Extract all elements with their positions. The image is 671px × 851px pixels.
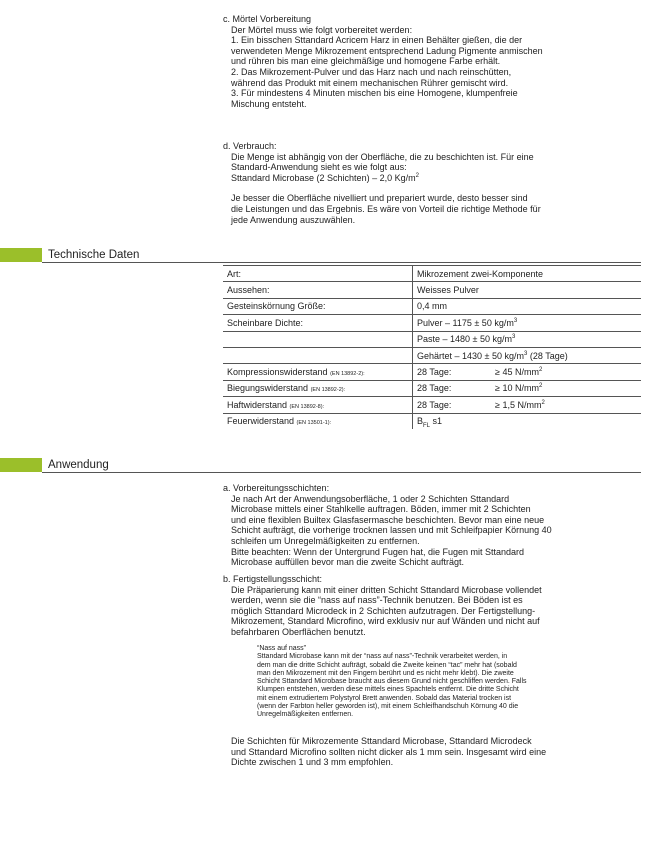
table-label: Biegungswiderstand (EN 13892-2): xyxy=(223,380,413,396)
table-label: Scheinbare Dichte: xyxy=(223,315,413,331)
table-label: Haftwiderstand (EN 13892-8): xyxy=(223,397,413,413)
table-row xyxy=(223,266,641,282)
section-title: Anwendung xyxy=(48,459,109,471)
section-c-line: Der Mörtel muss wie folgt vorbereitet werden: xyxy=(231,24,413,35)
section-d-paragraph-line: die Leistungen und das Ergebnis. Es wäre von Vorteil die richtige Methode für xyxy=(231,203,541,214)
section-c-line: 3. Für mindestens 4 Minuten mischen bis eine Homogene, klumpenfreie xyxy=(231,88,518,99)
section-a-line: Microbase mittels einer Stahlkelle auftragen. Böden, immer mit 2 Schichten xyxy=(231,504,531,515)
note-line: mit einem extrudiertem Polystyrol Brett anwenden. Sobald das Material trocken ist xyxy=(257,694,512,702)
note-line: man den Mikrozement mit den Fingern berührt und es nicht mehr klebt). Die zweite xyxy=(257,669,514,677)
section-d-consumption xyxy=(223,141,643,225)
section-a-preparation-layers xyxy=(223,483,643,568)
table-value: 0,4 mm xyxy=(413,298,642,314)
section-b-finishing-layer xyxy=(223,574,643,638)
section-a-line: schleifen um Unregelmäßigkeiten zu entfernen. xyxy=(231,535,420,546)
table-value: Weisses Pulver xyxy=(413,282,642,298)
section-rule xyxy=(42,472,641,473)
section-c-heading: c. Mörtel Vorbereitung xyxy=(223,14,312,24)
note-line: Schicht Sttandard Microbase braucht aus diesem Grund nicht geschliffen werden. Falls xyxy=(257,678,527,686)
note-line: Sttandard Microbase kann mit der “nass auf nass”-Technik verarbeitet werden, in xyxy=(257,653,508,661)
section-d-paragraph-line: Je besser die Oberfläche nivelliert und prepariert wurde, desto besser sind xyxy=(231,193,528,204)
table-label-empty xyxy=(223,331,413,347)
section-rule xyxy=(42,262,641,263)
section-b-line: möglich Sttandard Microdeck in 2 Schichten aufzutragen. Der Fertigstellung- xyxy=(231,605,536,616)
section-c-line: Mischung entsteht. xyxy=(231,98,307,109)
table-row xyxy=(223,380,641,396)
section-header-technical-data xyxy=(0,248,671,262)
wet-on-wet-note xyxy=(257,645,647,720)
section-d-paragraph-line: jede Anwendung auszuwählen. xyxy=(231,214,356,225)
table-label: Gesteinskörnung Größe: xyxy=(223,298,413,314)
table-value: 28 Tage: ≥ 45 $N/mm^2$ xyxy=(413,364,642,380)
table-value: Pulver – 1175 ± 50 $kg/m^3$ xyxy=(413,315,642,331)
final-line: Die Schichten für Mikrozemente Sttandard Microbase, Sttandard Microdeck xyxy=(231,736,532,746)
layer-thickness-paragraph xyxy=(231,736,651,768)
section-c-line: 2. Das Mikrozement-Pulver und das Harz nach und nach reinschütten, xyxy=(231,66,512,77)
note-line: (wenn der Farbton heller geworden ist), mit einem Schleifhandschuh Körnung 40 die xyxy=(257,703,519,711)
section-c-line: verwendeten Menge Mikrozement entsprechend Ladung Pigmente anmischen xyxy=(231,45,543,56)
table-label-empty xyxy=(223,347,413,363)
section-c-line: und rühren bis man eine gleichmäßige und homogene Farbe erhält. xyxy=(231,56,501,67)
section-b-line: befahrbaren Oberflächen benutzt. xyxy=(231,626,366,637)
table-value: 28 Tage: ≥ 10 $N/mm^2$ xyxy=(413,380,642,396)
table-label: Aussehen: xyxy=(223,282,413,298)
final-line: und Sttandard Microfino sollten nicht dicker als 1 mm sein. Insgesamt wird eine xyxy=(231,746,547,757)
section-title: Technische Daten xyxy=(48,249,140,261)
section-c-line: während das Produkt mit einem mechanischen Rührer gemischt wird. xyxy=(231,77,509,88)
section-a-line: Schicht aufträgt, die vorherige trocknen lassen und mit Schleifpapier Körnung 40 xyxy=(231,525,552,536)
technical-data-table xyxy=(223,265,641,429)
table-label: Kompressionswiderstand (EN 13892-2): xyxy=(223,364,413,380)
table-row xyxy=(223,298,641,314)
table-row xyxy=(223,413,641,429)
note-line: dem man die dritte Schicht aufträgt, sobald die Zweite keinen “tac” mehr hat (sobald xyxy=(257,661,517,669)
section-c-line: 1. Ein bisschen Sttandard Acricem Harz in einen Behälter gießen, die der xyxy=(231,35,523,46)
section-accent-bar xyxy=(0,458,42,472)
section-a-heading: a. Vorbereitungsschichten: xyxy=(223,483,330,493)
section-c-mortar-preparation xyxy=(223,14,643,109)
table-row xyxy=(223,331,641,347)
table-row xyxy=(223,347,641,363)
table-row xyxy=(223,397,641,413)
section-b-line: werden, wenn sie die “nass auf nass”-Technik benutzen. Bei Böden ist es xyxy=(231,595,523,606)
table-value: $B_{FL}$ s1 xyxy=(417,416,443,429)
note-title: “Nass auf nass” xyxy=(257,645,307,652)
final-line: Dichte zwischen 1 und 3 mm empfohlen. xyxy=(231,757,394,768)
note-line: Unregelmäßigkeiten entfernen. xyxy=(257,711,354,719)
table-value: Paste – 1480 ± 50 $kg/m^3$ xyxy=(413,331,642,347)
section-d-line: Standard-Anwendung sieht es wie folgt aus: xyxy=(231,162,407,173)
consumption-value: Sttandard Microbase (2 Schichten) – 2,0 $Kg/m^2$ xyxy=(231,172,419,183)
section-b-heading: b. Fertigstellungsschicht: xyxy=(223,574,323,584)
section-a-line: Bitte beachten: Wenn der Untergrund Fugen hat, die Fugen mit Sttandard xyxy=(231,546,525,557)
section-a-line: Microbase auffüllen bevor man die zweite Schicht aufträgt. xyxy=(231,557,464,568)
section-b-line: Mikrozement, Standard Microfino, wird exklusiv nur auf Wänden und nicht auf xyxy=(231,616,540,627)
table-value: Mikrozement zwei-Komponente xyxy=(413,266,642,282)
section-accent-bar xyxy=(0,248,42,262)
table-value: 28 Tage: ≥ 1,5 $N/mm^2$ xyxy=(413,397,642,413)
section-header-application xyxy=(0,458,671,472)
section-d-heading: d. Verbrauch: xyxy=(223,141,277,151)
section-b-line: Die Präparierung kann mit einer dritten Schicht Sttandard Microbase vollendet xyxy=(231,584,542,595)
table-label: Art: xyxy=(223,266,413,282)
table-row xyxy=(223,364,641,380)
note-line: Klumpen entstehen, werden diese mittels eines Spachtels entfernt. Die dritte Schicht xyxy=(257,686,519,694)
table-row xyxy=(223,282,641,298)
section-a-line: und eine flexiblen Builtex Glasfasermasche beschichten. Bevor man eine neue xyxy=(231,514,545,525)
section-a-line: Je nach Art der Anwendungsoberfläche, 1 oder 2 Schichten Sttandard xyxy=(231,493,510,504)
table-label: Feuerwiderstand (EN 13501-1): xyxy=(223,413,413,429)
table-row xyxy=(223,315,641,331)
table-value: Gehärtet – 1430 ± 50 $kg/m^3$ (28 Tage) xyxy=(413,347,642,363)
section-d-line: Die Menge ist abhängig von der Oberfläche, die zu beschichten ist. Für eine xyxy=(231,151,534,162)
